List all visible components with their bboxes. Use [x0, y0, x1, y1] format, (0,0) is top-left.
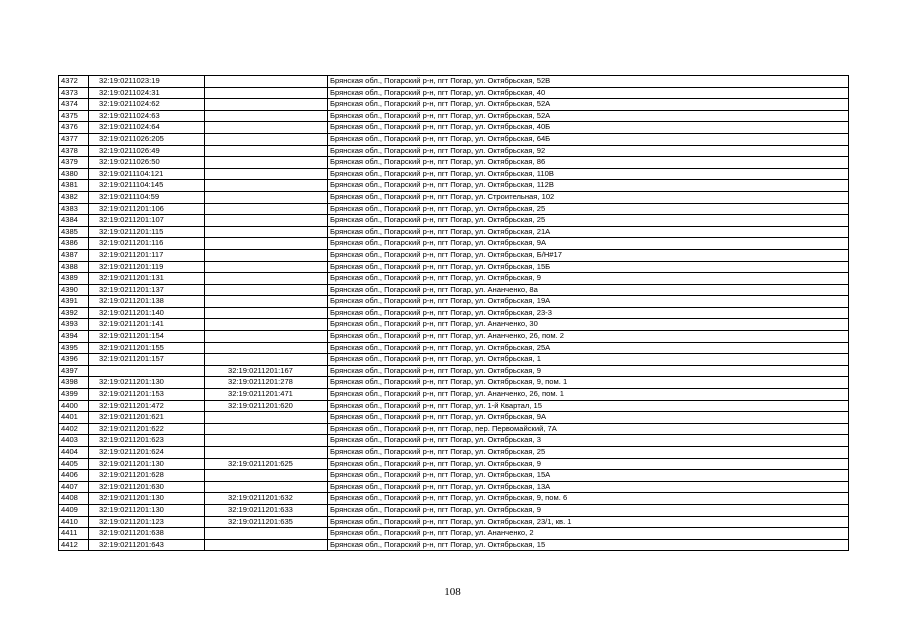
cadastral-number-cell: 32:19:0211201:638	[89, 528, 205, 540]
linked-cadastral-number-cell: 32:19:0211201:633	[205, 504, 328, 516]
cadastral-table	[58, 75, 849, 551]
row-number-cell: 4396	[59, 354, 89, 366]
cadastral-number-cell: 32:19:0211201:154	[89, 331, 205, 343]
row-number-cell: 4385	[59, 226, 89, 238]
cadastral-number-cell: 32:19:0211201:130	[89, 504, 205, 516]
table-row	[59, 493, 849, 505]
table-row	[59, 319, 849, 331]
cadastral-number-cell: 32:19:0211201:117	[89, 249, 205, 261]
linked-cadastral-number-cell	[205, 539, 328, 551]
linked-cadastral-number-cell	[205, 261, 328, 273]
row-number-cell: 4384	[59, 215, 89, 227]
table-row	[59, 273, 849, 285]
linked-cadastral-number-cell	[205, 203, 328, 215]
address-cell: Брянская обл., Погарский р-н, пгт Погар, ул. Октябрьская, Б/Н#17	[328, 249, 849, 261]
table-row	[59, 249, 849, 261]
row-number-cell: 4405	[59, 458, 89, 470]
row-number-cell: 4374	[59, 99, 89, 111]
linked-cadastral-number-cell	[205, 87, 328, 99]
row-number-cell: 4412	[59, 539, 89, 551]
row-number-cell: 4388	[59, 261, 89, 273]
cadastral-number-cell: 32:19:0211201:116	[89, 238, 205, 250]
table-row	[59, 470, 849, 482]
table-row	[59, 504, 849, 516]
cadastral-number-cell: 32:19:0211024:63	[89, 110, 205, 122]
table-row	[59, 191, 849, 203]
cadastral-number-cell: 32:19:0211201:123	[89, 516, 205, 528]
linked-cadastral-number-cell	[205, 157, 328, 169]
row-number-cell: 4389	[59, 273, 89, 285]
address-cell: Брянская обл., Погарский р-н, пгт Погар, ул. Октябрьская, 15Б	[328, 261, 849, 273]
row-number-cell: 4401	[59, 412, 89, 424]
linked-cadastral-number-cell	[205, 342, 328, 354]
row-number-cell: 4390	[59, 284, 89, 296]
cadastral-number-cell: 32:19:0211104:59	[89, 191, 205, 203]
row-number-cell: 4383	[59, 203, 89, 215]
address-cell: Брянская обл., Погарский р-н, пгт Погар, ул. Октябрьская, 9	[328, 458, 849, 470]
address-cell: Брянская обл., Погарский р-н, пгт Погар, ул. Октябрьская, 40Б	[328, 122, 849, 134]
cadastral-number-cell: 32:19:0211026:205	[89, 133, 205, 145]
row-number-cell: 4402	[59, 423, 89, 435]
cadastral-number-cell: 32:19:0211201:130	[89, 493, 205, 505]
row-number-cell: 4404	[59, 447, 89, 459]
address-cell: Брянская обл., Погарский р-н, пгт Погар, ул. Октябрьская, 64Б	[328, 133, 849, 145]
linked-cadastral-number-cell	[205, 180, 328, 192]
cadastral-number-cell: 32:19:0211201:130	[89, 377, 205, 389]
table-row	[59, 296, 849, 308]
table-row	[59, 423, 849, 435]
address-cell: Брянская обл., Погарский р-н, пгт Погар, ул. Октябрьская, 25	[328, 447, 849, 459]
address-cell: Брянская обл., Погарский р-н, пгт Погар, ул. Октябрьская, 21А	[328, 226, 849, 238]
table-row	[59, 99, 849, 111]
table-row	[59, 168, 849, 180]
table-row	[59, 238, 849, 250]
row-number-cell: 4377	[59, 133, 89, 145]
cadastral-number-cell: 32:19:0211201:115	[89, 226, 205, 238]
cadastral-number-cell: 32:19:0211024:64	[89, 122, 205, 134]
row-number-cell: 4392	[59, 307, 89, 319]
linked-cadastral-number-cell: 32:19:0211201:625	[205, 458, 328, 470]
address-cell: Брянская обл., Погарский р-н, пгт Погар, ул. Октябрьская, 9, пом. 6	[328, 493, 849, 505]
table-row	[59, 389, 849, 401]
linked-cadastral-number-cell	[205, 447, 328, 459]
linked-cadastral-number-cell	[205, 215, 328, 227]
address-cell: Брянская обл., Погарский р-н, пгт Погар, ул. Строительная, 102	[328, 191, 849, 203]
cadastral-number-cell: 32:19:0211201:622	[89, 423, 205, 435]
table-row	[59, 539, 849, 551]
address-cell: Брянская обл., Погарский р-н, пгт Погар, ул. Октябрьская, 110В	[328, 168, 849, 180]
address-cell: Брянская обл., Погарский р-н, пгт Погар, ул. 1-й Квартал, 15	[328, 400, 849, 412]
linked-cadastral-number-cell	[205, 307, 328, 319]
row-number-cell: 4409	[59, 504, 89, 516]
table-row	[59, 365, 849, 377]
address-cell: Брянская обл., Погарский р-н, пгт Погар, ул. Октябрьская, 52А	[328, 110, 849, 122]
address-cell: Брянская обл., Погарский р-н, пгт Погар, ул. Ананченко, 30	[328, 319, 849, 331]
row-number-cell: 4376	[59, 122, 89, 134]
row-number-cell: 4373	[59, 87, 89, 99]
cadastral-number-cell: 32:19:0211201:157	[89, 354, 205, 366]
cadastral-number-cell: 32:19:0211201:472	[89, 400, 205, 412]
address-cell: Брянская обл., Погарский р-н, пгт Погар, ул. Октябрьская, 15А	[328, 470, 849, 482]
address-cell: Брянская обл., Погарский р-н, пгт Погар, ул. Октябрьская, 86	[328, 157, 849, 169]
row-number-cell: 4375	[59, 110, 89, 122]
row-number-cell: 4394	[59, 331, 89, 343]
cadastral-number-cell: 32:19:0211104:145	[89, 180, 205, 192]
linked-cadastral-number-cell	[205, 284, 328, 296]
table-row	[59, 87, 849, 99]
row-number-cell: 4407	[59, 481, 89, 493]
linked-cadastral-number-cell: 32:19:0211201:167	[205, 365, 328, 377]
address-cell: Брянская обл., Погарский р-н, пгт Погар, ул. Октябрьская, 19А	[328, 296, 849, 308]
cadastral-number-cell: 32:19:0211201:140	[89, 307, 205, 319]
cadastral-number-cell: 32:19:0211201:141	[89, 319, 205, 331]
table-row	[59, 284, 849, 296]
row-number-cell: 4410	[59, 516, 89, 528]
linked-cadastral-number-cell	[205, 412, 328, 424]
table-row	[59, 133, 849, 145]
address-cell: Брянская обл., Погарский р-н, пгт Погар, ул. Октябрьская, 9, пом. 1	[328, 377, 849, 389]
row-number-cell: 4372	[59, 76, 89, 88]
row-number-cell: 4395	[59, 342, 89, 354]
address-cell: Брянская обл., Погарский р-н, пгт Погар, ул. Октябрьская, 40	[328, 87, 849, 99]
row-number-cell: 4386	[59, 238, 89, 250]
address-cell: Брянская обл., Погарский р-н, пгт Погар, ул. Ананченко, 26, пом. 1	[328, 389, 849, 401]
table-row	[59, 203, 849, 215]
address-cell: Брянская обл., Погарский р-н, пгт Погар, ул. Ананченко, 2	[328, 528, 849, 540]
linked-cadastral-number-cell	[205, 249, 328, 261]
linked-cadastral-number-cell	[205, 145, 328, 157]
address-cell: Брянская обл., Погарский р-н, пгт Погар, ул. Октябрьская, 1	[328, 354, 849, 366]
address-cell: Брянская обл., Погарский р-н, пгт Погар, ул. Октябрьская, 3	[328, 435, 849, 447]
linked-cadastral-number-cell	[205, 470, 328, 482]
row-number-cell: 4400	[59, 400, 89, 412]
table-row	[59, 377, 849, 389]
row-number-cell: 4381	[59, 180, 89, 192]
address-cell: Брянская обл., Погарский р-н, пгт Погар, пер. Первомайский, 7А	[328, 423, 849, 435]
table-row	[59, 331, 849, 343]
row-number-cell: 4398	[59, 377, 89, 389]
cadastral-number-cell: 32:19:0211201:130	[89, 458, 205, 470]
cadastral-number-cell: 32:19:0211201:137	[89, 284, 205, 296]
linked-cadastral-number-cell	[205, 191, 328, 203]
linked-cadastral-number-cell	[205, 122, 328, 134]
table-row	[59, 400, 849, 412]
table-row	[59, 412, 849, 424]
linked-cadastral-number-cell: 32:19:0211201:278	[205, 377, 328, 389]
cadastral-number-cell: 32:19:0211201:623	[89, 435, 205, 447]
row-number-cell: 4397	[59, 365, 89, 377]
cadastral-number-cell	[89, 365, 205, 377]
linked-cadastral-number-cell	[205, 331, 328, 343]
table-row	[59, 516, 849, 528]
row-number-cell: 4391	[59, 296, 89, 308]
row-number-cell: 4387	[59, 249, 89, 261]
table-row	[59, 145, 849, 157]
row-number-cell: 4378	[59, 145, 89, 157]
cadastral-number-cell: 32:19:0211201:153	[89, 389, 205, 401]
table-row	[59, 307, 849, 319]
linked-cadastral-number-cell	[205, 226, 328, 238]
linked-cadastral-number-cell	[205, 273, 328, 285]
row-number-cell: 4380	[59, 168, 89, 180]
linked-cadastral-number-cell	[205, 423, 328, 435]
cadastral-number-cell: 32:19:0211026:49	[89, 145, 205, 157]
linked-cadastral-number-cell	[205, 238, 328, 250]
row-number-cell: 4411	[59, 528, 89, 540]
cadastral-number-cell: 32:19:0211201:131	[89, 273, 205, 285]
table-row	[59, 528, 849, 540]
address-cell: Брянская обл., Погарский р-н, пгт Погар, ул. Октябрьская, 92	[328, 145, 849, 157]
linked-cadastral-number-cell	[205, 528, 328, 540]
address-cell: Брянская обл., Погарский р-н, пгт Погар, ул. Октябрьская, 9	[328, 504, 849, 516]
table-row	[59, 435, 849, 447]
linked-cadastral-number-cell: 32:19:0211201:635	[205, 516, 328, 528]
table-row	[59, 458, 849, 470]
address-cell: Брянская обл., Погарский р-н, пгт Погар, ул. Октябрьская, 25	[328, 203, 849, 215]
row-number-cell: 4399	[59, 389, 89, 401]
linked-cadastral-number-cell: 32:19:0211201:620	[205, 400, 328, 412]
table-row	[59, 76, 849, 88]
cadastral-number-cell: 32:19:0211201:630	[89, 481, 205, 493]
cadastral-number-cell: 32:19:0211201:628	[89, 470, 205, 482]
row-number-cell: 4379	[59, 157, 89, 169]
table-row	[59, 110, 849, 122]
linked-cadastral-number-cell	[205, 110, 328, 122]
table-row	[59, 261, 849, 273]
page-number: 108	[444, 586, 461, 598]
linked-cadastral-number-cell	[205, 481, 328, 493]
address-cell: Брянская обл., Погарский р-н, пгт Погар, ул. Октябрьская, 9	[328, 273, 849, 285]
table-row	[59, 180, 849, 192]
address-cell: Брянская обл., Погарский р-н, пгт Погар, ул. Октябрьская, 112В	[328, 180, 849, 192]
cadastral-number-cell: 32:19:0211201:621	[89, 412, 205, 424]
cadastral-number-cell: 32:19:0211201:624	[89, 447, 205, 459]
address-cell: Брянская обл., Погарский р-н, пгт Погар, ул. Октябрьская, 9А	[328, 412, 849, 424]
table-row	[59, 226, 849, 238]
address-cell: Брянская обл., Погарский р-н, пгт Погар, ул. Октябрьская, 52В	[328, 76, 849, 88]
row-number-cell: 4406	[59, 470, 89, 482]
table-row	[59, 342, 849, 354]
linked-cadastral-number-cell	[205, 354, 328, 366]
row-number-cell: 4382	[59, 191, 89, 203]
linked-cadastral-number-cell	[205, 319, 328, 331]
table-row	[59, 122, 849, 134]
linked-cadastral-number-cell	[205, 296, 328, 308]
table-row	[59, 481, 849, 493]
cadastral-number-cell: 32:19:0211201:119	[89, 261, 205, 273]
table-row	[59, 215, 849, 227]
address-cell: Брянская обл., Погарский р-н, пгт Погар, ул. Октябрьская, 9А	[328, 238, 849, 250]
cadastral-number-cell: 32:19:0211104:121	[89, 168, 205, 180]
address-cell: Брянская обл., Погарский р-н, пгт Погар, ул. Ананченко, 8а	[328, 284, 849, 296]
cadastral-number-cell: 32:19:0211201:155	[89, 342, 205, 354]
address-cell: Брянская обл., Погарский р-н, пгт Погар, ул. Октябрьская, 15	[328, 539, 849, 551]
address-cell: Брянская обл., Погарский р-н, пгт Погар, ул. Октябрьская, 25А	[328, 342, 849, 354]
table-row	[59, 447, 849, 459]
row-number-cell: 4393	[59, 319, 89, 331]
linked-cadastral-number-cell	[205, 168, 328, 180]
table-row	[59, 157, 849, 169]
linked-cadastral-number-cell: 32:19:0211201:471	[205, 389, 328, 401]
address-cell: Брянская обл., Погарский р-н, пгт Погар, ул. Октябрьская, 23/1, кв. 1	[328, 516, 849, 528]
cadastral-number-cell: 32:19:0211201:107	[89, 215, 205, 227]
cadastral-number-cell: 32:19:0211024:62	[89, 99, 205, 111]
address-cell: Брянская обл., Погарский р-н, пгт Погар, ул. Октябрьская, 23-3	[328, 307, 849, 319]
row-number-cell: 4403	[59, 435, 89, 447]
address-cell: Брянская обл., Погарский р-н, пгт Погар, ул. Октябрьская, 9	[328, 365, 849, 377]
table-body	[59, 76, 849, 551]
row-number-cell: 4408	[59, 493, 89, 505]
cadastral-number-cell: 32:19:0211201:106	[89, 203, 205, 215]
table-row	[59, 354, 849, 366]
linked-cadastral-number-cell	[205, 99, 328, 111]
cadastral-number-cell: 32:19:0211024:31	[89, 87, 205, 99]
linked-cadastral-number-cell	[205, 133, 328, 145]
cadastral-number-cell: 32:19:0211026:50	[89, 157, 205, 169]
cadastral-number-cell: 32:19:0211201:643	[89, 539, 205, 551]
linked-cadastral-number-cell	[205, 435, 328, 447]
linked-cadastral-number-cell	[205, 76, 328, 88]
address-cell: Брянская обл., Погарский р-н, пгт Погар, ул. Октябрьская, 13А	[328, 481, 849, 493]
address-cell: Брянская обл., Погарский р-н, пгт Погар, ул. Октябрьская, 52А	[328, 99, 849, 111]
address-cell: Брянская обл., Погарский р-н, пгт Погар, ул. Ананченко, 26, пом. 2	[328, 331, 849, 343]
address-cell: Брянская обл., Погарский р-н, пгт Погар, ул. Октябрьская, 25	[328, 215, 849, 227]
cadastral-number-cell: 32:19:0211201:138	[89, 296, 205, 308]
linked-cadastral-number-cell: 32:19:0211201:632	[205, 493, 328, 505]
cadastral-number-cell: 32:19:0211023:19	[89, 76, 205, 88]
